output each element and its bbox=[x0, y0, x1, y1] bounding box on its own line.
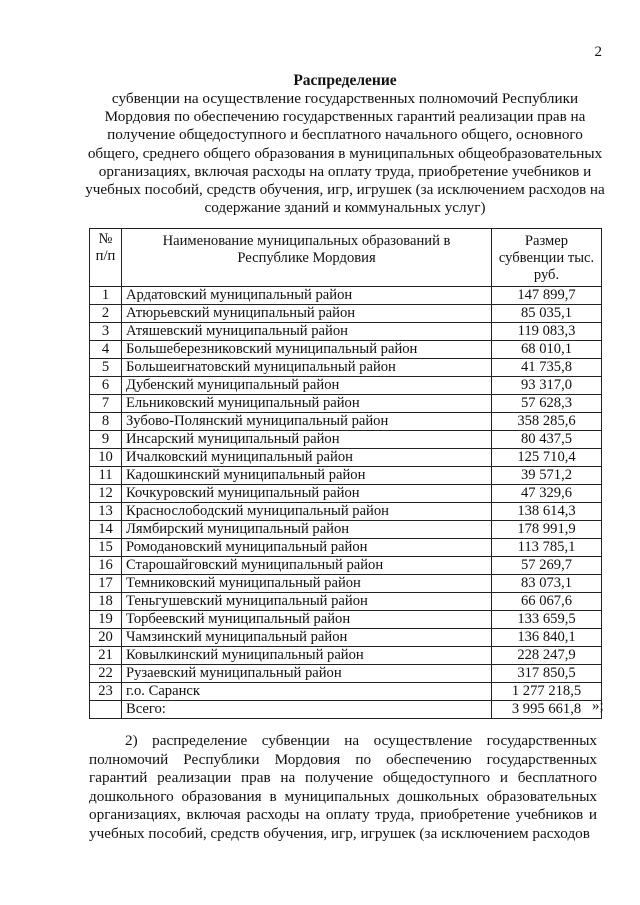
row-number: 5 bbox=[90, 359, 122, 377]
row-number: 14 bbox=[90, 521, 122, 539]
total-value: 3 995 661,8 bbox=[492, 701, 602, 719]
row-value: 57 269,7 bbox=[492, 557, 602, 575]
table-row bbox=[90, 611, 602, 629]
row-name: Атяшевский муниципальный район bbox=[122, 323, 492, 341]
table-row bbox=[90, 521, 602, 539]
table-row bbox=[90, 359, 602, 377]
closing-quote: »; bbox=[592, 698, 604, 714]
table-row bbox=[90, 323, 602, 341]
row-number: 13 bbox=[90, 503, 122, 521]
table-row bbox=[90, 629, 602, 647]
row-number: 9 bbox=[90, 431, 122, 449]
row-number: 16 bbox=[90, 557, 122, 575]
row-value: 119 083,3 bbox=[492, 323, 602, 341]
table-row bbox=[90, 557, 602, 575]
row-value: 66 067,6 bbox=[492, 593, 602, 611]
row-name: Старошайговский муниципальный район bbox=[122, 557, 492, 575]
row-name: Дубенский муниципальный район bbox=[122, 377, 492, 395]
row-number: 2 bbox=[90, 305, 122, 323]
body-paragraph: 2) распределение субвенции на осуществление государственных полномочий Республики Мордовия по обеспечению государственных гарантий реализации прав на получение общедоступного и бесплатного дошкольного образования в муниципальных дошкольных образовательных организациях, включая расходы на оплату труда, приобретение учебников и учебных пособий, средств обучения, игр, игрушек (за исключением расходов bbox=[89, 732, 597, 842]
table-row bbox=[90, 647, 602, 665]
row-number: 17 bbox=[90, 575, 122, 593]
row-number: 22 bbox=[90, 665, 122, 683]
table-header-row bbox=[90, 229, 602, 287]
row-name: Ичалковский муниципальный район bbox=[122, 449, 492, 467]
table-row bbox=[90, 341, 602, 359]
table-row bbox=[90, 665, 602, 683]
table-row bbox=[90, 503, 602, 521]
table-row bbox=[90, 305, 602, 323]
row-number: 10 bbox=[90, 449, 122, 467]
table-row bbox=[90, 431, 602, 449]
row-value: 57 628,3 bbox=[492, 395, 602, 413]
row-value: 358 285,6 bbox=[492, 413, 602, 431]
row-number: 1 bbox=[90, 287, 122, 305]
row-name: Ардатовский муниципальный район bbox=[122, 287, 492, 305]
row-name: Темниковский муниципальный район bbox=[122, 575, 492, 593]
row-name: Большеигнатовский муниципальный район bbox=[122, 359, 492, 377]
table-row bbox=[90, 467, 602, 485]
row-value: 317 850,5 bbox=[492, 665, 602, 683]
table-row bbox=[90, 413, 602, 431]
row-number: 15 bbox=[90, 539, 122, 557]
row-number: 4 bbox=[90, 341, 122, 359]
row-name: Торбеевский муниципальный район bbox=[122, 611, 492, 629]
row-name: Кочкуровский муниципальный район bbox=[122, 485, 492, 503]
table-row bbox=[90, 539, 602, 557]
row-value: 138 614,3 bbox=[492, 503, 602, 521]
row-value: 178 991,9 bbox=[492, 521, 602, 539]
row-value: 136 840,1 bbox=[492, 629, 602, 647]
table-row bbox=[90, 683, 602, 701]
table-row bbox=[90, 377, 602, 395]
row-name: Атюрьевский муниципальный район bbox=[122, 305, 492, 323]
header-name: Наименование муниципальных образований в Республике Мордовия bbox=[122, 229, 492, 287]
row-value: 133 659,5 bbox=[492, 611, 602, 629]
row-name: Лямбирский муниципальный район bbox=[122, 521, 492, 539]
row-value: 228 247,9 bbox=[492, 647, 602, 665]
row-number: 19 bbox=[90, 611, 122, 629]
total-label: Всего: bbox=[122, 701, 492, 719]
row-number: 12 bbox=[90, 485, 122, 503]
total-row bbox=[90, 701, 602, 719]
row-number: 8 bbox=[90, 413, 122, 431]
row-value: 93 317,0 bbox=[492, 377, 602, 395]
header-value: Размер субвенции тыс. руб. bbox=[492, 229, 602, 287]
row-value: 39 571,2 bbox=[492, 467, 602, 485]
row-name: Ельниковский муниципальный район bbox=[122, 395, 492, 413]
row-value: 41 735,8 bbox=[492, 359, 602, 377]
row-value: 1 277 218,5 bbox=[492, 683, 602, 701]
row-number: 3 bbox=[90, 323, 122, 341]
distribution-table-container bbox=[89, 228, 602, 719]
row-name: Ковылкинский муниципальный район bbox=[122, 647, 492, 665]
row-value: 125 710,4 bbox=[492, 449, 602, 467]
row-name: Ромодановский муниципальный район bbox=[122, 539, 492, 557]
heading-subtitle: субвенции на осуществление государственных полномочий Республики Мордовия по обеспечению государственных гарантий реализации прав на получение общедоступного и бесплатного начального общего, основного общего, среднего общего образования в муниципальных общеобразовательных организациях, включая расходы на оплату труда, приобретение учебников и учебных пособий, средств обучения, игр, игрушек (за исключением расходов на содержание зданий и коммунальных услуг) bbox=[85, 90, 605, 217]
table-row bbox=[90, 449, 602, 467]
row-number: 18 bbox=[90, 593, 122, 611]
table-row bbox=[90, 575, 602, 593]
table-body bbox=[90, 287, 602, 701]
row-number: 6 bbox=[90, 377, 122, 395]
row-value: 113 785,1 bbox=[492, 539, 602, 557]
row-number: 21 bbox=[90, 647, 122, 665]
total-number-cell bbox=[90, 701, 122, 719]
row-value: 47 329,6 bbox=[492, 485, 602, 503]
row-name: Инсарский муниципальный район bbox=[122, 431, 492, 449]
row-value: 83 073,1 bbox=[492, 575, 602, 593]
header-number: № п/п bbox=[90, 229, 122, 287]
row-number: 7 bbox=[90, 395, 122, 413]
table-row bbox=[90, 485, 602, 503]
row-value: 68 010,1 bbox=[492, 341, 602, 359]
row-name: Большеберезниковский муниципальный район bbox=[122, 341, 492, 359]
row-value: 80 437,5 bbox=[492, 431, 602, 449]
heading-title: Распределение bbox=[293, 72, 397, 89]
table-row bbox=[90, 287, 602, 305]
row-number: 23 bbox=[90, 683, 122, 701]
row-name: Рузаевский муниципальный район bbox=[122, 665, 492, 683]
row-name: г.о. Саранск bbox=[122, 683, 492, 701]
table-row bbox=[90, 395, 602, 413]
row-name: Теньгушевский муниципальный район bbox=[122, 593, 492, 611]
row-name: Зубово-Полянский муниципальный район bbox=[122, 413, 492, 431]
row-name: Краснослободский муниципальный район bbox=[122, 503, 492, 521]
row-value: 147 899,7 bbox=[492, 287, 602, 305]
row-number: 20 bbox=[90, 629, 122, 647]
page-number: 2 bbox=[594, 44, 602, 60]
table-row bbox=[90, 593, 602, 611]
distribution-table bbox=[89, 228, 602, 719]
document-heading bbox=[80, 72, 610, 217]
row-name: Кадошкинский муниципальный район bbox=[122, 467, 492, 485]
row-number: 11 bbox=[90, 467, 122, 485]
row-name: Чамзинский муниципальный район bbox=[122, 629, 492, 647]
row-value: 85 035,1 bbox=[492, 305, 602, 323]
